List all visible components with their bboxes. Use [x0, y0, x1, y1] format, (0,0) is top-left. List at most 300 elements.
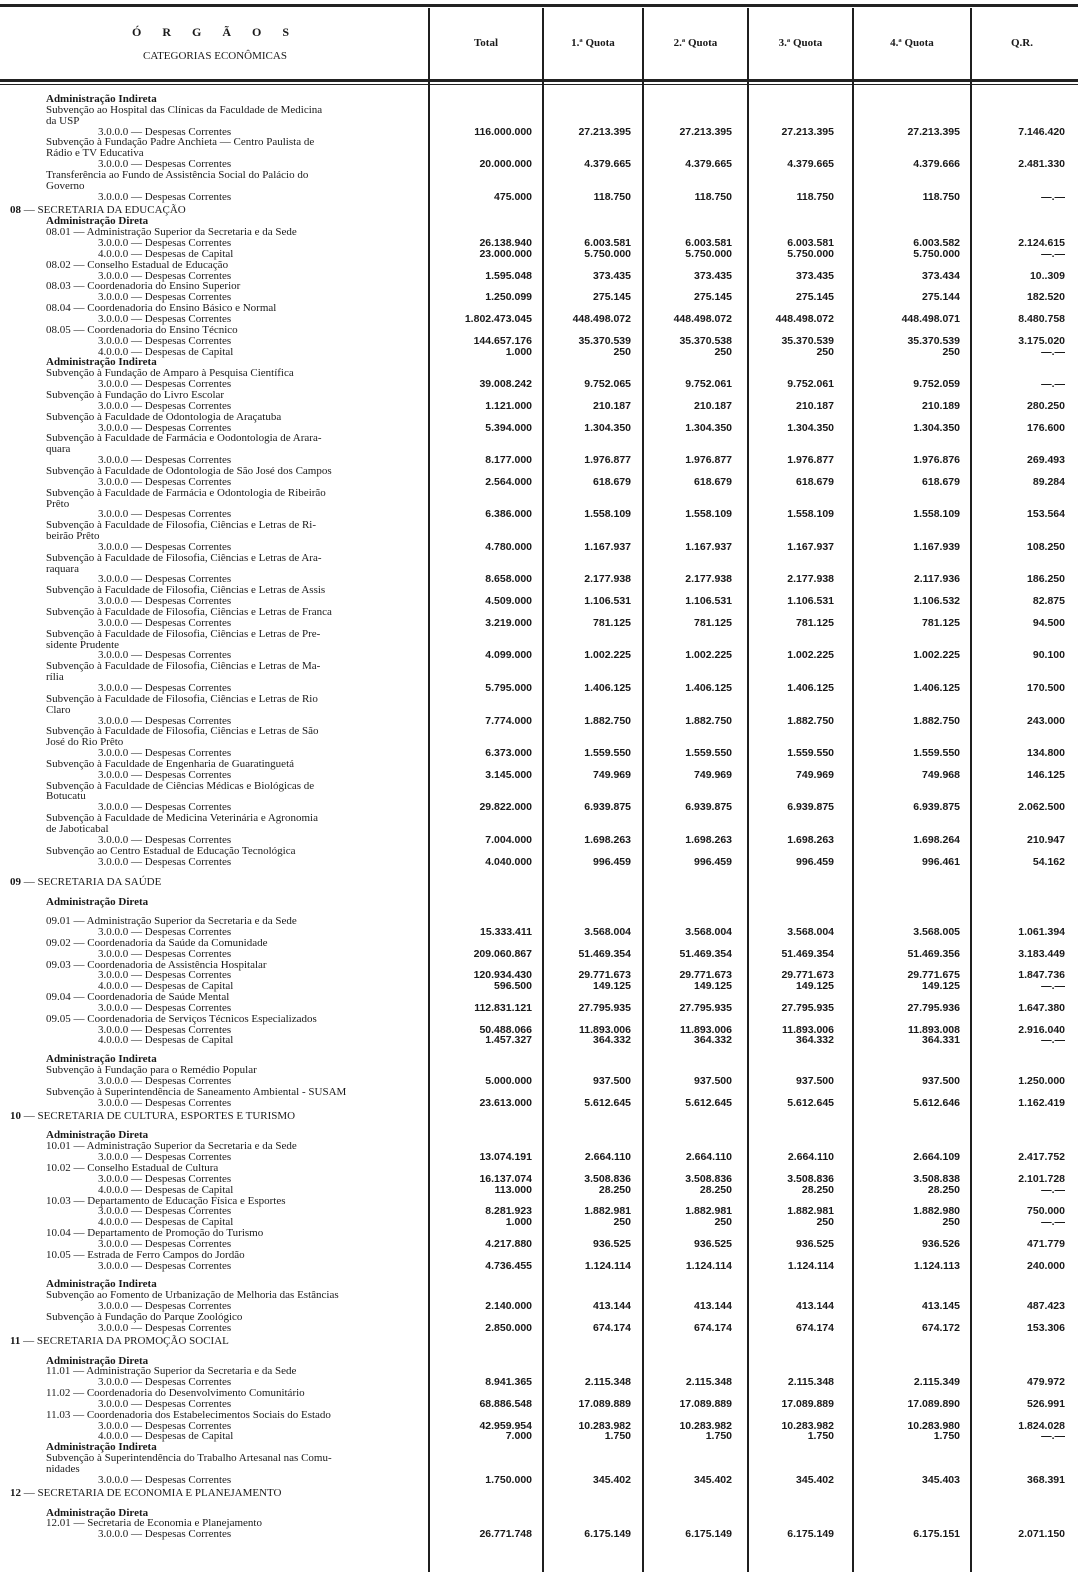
cell-qr: 1.647.380 — [1018, 1001, 1065, 1014]
expense-category-label: 4.0.0.0 — Despesas de Capital — [98, 248, 234, 260]
cell-qr: 146.125 — [1027, 768, 1065, 781]
cell-total: 7.000 — [505, 1430, 532, 1443]
table-row — [0, 1174, 1078, 1185]
cell-quota-4: 275.144 — [922, 291, 960, 304]
table-row — [0, 192, 1078, 203]
expense-category-cell — [98, 857, 428, 868]
cell-qr: 269.493 — [1027, 454, 1065, 467]
cell-quota-1: 1.882.750 — [584, 714, 631, 727]
expense-category-label: 4.0.0.0 — Despesas de Capital — [98, 346, 234, 358]
cell-qr: —.— — [1041, 1430, 1065, 1443]
cell-quota-4: 250 — [942, 345, 960, 358]
cell-quota-4: 5.750.000 — [913, 247, 960, 260]
expense-category-label: 4.0.0.0 — Despesas de Capital — [98, 1184, 234, 1196]
cell-qr: —.— — [1041, 1216, 1065, 1229]
expense-category-label: 3.0.0.0 — Despesas Correntes — [98, 682, 232, 694]
cell-qr: 2.481.330 — [1018, 158, 1065, 171]
cell-quota-1: 1.559.550 — [584, 747, 631, 759]
cell-quota-1: 250 — [613, 1216, 631, 1229]
cell-qr: 3.183.449 — [1018, 947, 1065, 960]
cell-quota-4: 2.117.936 — [913, 573, 960, 586]
cell-qr: —.— — [1041, 190, 1065, 203]
item-label-row — [0, 1290, 1078, 1301]
cell-total: 5.394.000 — [485, 421, 532, 434]
expense-category-label: 3.0.0.0 — Despesas Correntes — [98, 159, 232, 171]
cell-quota-2: 936.525 — [694, 1237, 732, 1250]
item-label: Subvenção à Fundação do Parque Zoológico — [46, 1310, 243, 1323]
table-row — [0, 347, 1078, 358]
item-label: Transferência ao Fundo de Assistência Social do Palácio do — [46, 168, 309, 181]
cell-quota-3: 6.175.149 — [787, 1528, 834, 1541]
item-label: Rádio e TV Educativa — [46, 147, 144, 160]
cell-quota-2: 6.939.875 — [685, 801, 732, 814]
cell-quota-3: 3.508.836 — [787, 1172, 834, 1185]
item-label: 10.05 — Estrada de Ferro Campos do Jordão — [46, 1248, 245, 1261]
cell-quota-1: 275.145 — [593, 291, 631, 304]
cell-quota-4: 937.500 — [922, 1075, 960, 1087]
cell-total: 3.219.000 — [485, 616, 532, 629]
cell-quota-4: 1.106.532 — [913, 595, 960, 608]
cell-quota-2: 210.187 — [694, 399, 732, 412]
cell-quota-2: 1.167.937 — [685, 540, 732, 553]
cell-quota-1: 1.882.981 — [584, 1205, 631, 1218]
cell-quota-3: 51.469.354 — [781, 947, 834, 960]
cell-quota-4: 1.558.109 — [913, 508, 960, 521]
cell-quota-3: 749.969 — [796, 768, 834, 781]
item-label-row — [0, 813, 1078, 824]
cell-total: 68.886.548 — [479, 1397, 532, 1410]
cell-quota-1: 17.089.889 — [578, 1397, 631, 1410]
item-label: 10.01 — Administração Superior da Secretaria e da Sede — [46, 1140, 297, 1153]
item-label: 09.03 — Coordenadoria de Assistência Hospitalar — [46, 958, 267, 971]
expense-category-cell — [98, 336, 428, 347]
item-label-row — [0, 1453, 1078, 1464]
cell-quota-4: 250 — [942, 1216, 960, 1229]
cell-total: 120.934.430 — [473, 969, 532, 982]
item-label: Subvenção à Faculdade de Odontologia de Araçatuba — [46, 410, 282, 423]
cell-quota-3: 996.459 — [796, 855, 834, 868]
cell-quota-1: 51.469.354 — [578, 947, 631, 960]
cell-quota-4: 6.939.875 — [913, 801, 960, 814]
cell-quota-1: 996.459 — [593, 855, 631, 868]
cell-quota-3: 2.115.348 — [787, 1376, 834, 1389]
cell-quota-2: 3.568.004 — [685, 925, 732, 938]
cell-total: 209.060.867 — [473, 947, 532, 960]
cell-quota-1: 364.332 — [593, 1034, 631, 1047]
expense-category-label: 3.0.0.0 — Despesas Correntes — [98, 476, 232, 488]
cell-total: 23.000.000 — [479, 247, 532, 260]
item-label-row — [0, 170, 1078, 181]
header-subtitle: CATEGORIAS ECONÔMICAS — [143, 49, 287, 62]
item-label: Subvenção à Faculdade de Ciências Médicas e Biológicas de — [46, 779, 315, 792]
item-label-row — [0, 433, 1078, 444]
table-row — [0, 857, 1078, 868]
cell-quota-4: 6.175.151 — [913, 1528, 960, 1541]
expense-category-label: 3.0.0.0 — Despesas Correntes — [98, 596, 232, 608]
cell-quota-3: 275.145 — [796, 291, 834, 304]
cell-quota-2: 29.771.673 — [679, 969, 732, 982]
section-number: 08 — [10, 203, 21, 216]
cell-quota-3: 937.500 — [796, 1075, 834, 1087]
expense-category-label: 3.0.0.0 — Despesas Correntes — [98, 400, 232, 412]
table-row — [0, 1261, 1078, 1272]
cell-quota-4: 345.403 — [922, 1473, 960, 1486]
cell-quota-1: 1.304.350 — [584, 421, 631, 434]
cell-quota-2: 3.508.836 — [685, 1172, 732, 1185]
cell-quota-3: 2.664.110 — [787, 1151, 834, 1164]
cell-quota-2: 28.250 — [699, 1183, 732, 1196]
expense-category-label: 3.0.0.0 — Despesas Correntes — [98, 1260, 232, 1272]
cell-total: 2.564.000 — [485, 475, 532, 488]
cell-quota-3: 1.406.125 — [787, 681, 834, 694]
cell-qr: 2.062.500 — [1018, 801, 1065, 814]
expense-category-label: 3.0.0.0 — Despesas Correntes — [98, 715, 232, 727]
cell-quota-3: 4.379.665 — [787, 158, 834, 171]
cell-quota-2: 1.304.350 — [685, 421, 732, 434]
expense-category-label: 3.0.0.0 — Despesas Correntes — [98, 422, 232, 434]
item-label-row — [0, 488, 1078, 499]
item-label: 09.05 — Coordenadoria de Serviços Técnicos Especializados — [46, 1012, 317, 1025]
cell-quota-2: 51.469.354 — [679, 947, 732, 960]
cell-quota-4: 2.115.349 — [913, 1376, 960, 1389]
cell-total: 1.000 — [505, 1216, 532, 1229]
item-label-row — [0, 520, 1078, 531]
cell-qr: 54.162 — [1032, 855, 1065, 868]
expense-category-label: 3.0.0.0 — Despesas Correntes — [98, 270, 232, 282]
cell-quota-3: 936.525 — [796, 1237, 834, 1250]
cell-total: 596.500 — [494, 980, 532, 993]
cell-qr: 1.061.394 — [1018, 925, 1065, 938]
cell-quota-1: 9.752.065 — [584, 378, 631, 391]
cell-qr: 526.991 — [1027, 1397, 1065, 1410]
item-label: 08.05 — Coordenadoria do Ensino Técnico — [46, 323, 238, 336]
cell-quota-2: 1.976.877 — [685, 454, 732, 467]
cell-quota-3: 1.558.109 — [787, 508, 834, 521]
cell-quota-2: 17.089.889 — [679, 1397, 732, 1410]
expense-category-label: 3.0.0.0 — Despesas Correntes — [98, 1301, 232, 1313]
cell-total: 15.333.411 — [480, 925, 532, 938]
header-orgaos — [0, 8, 430, 78]
cell-quota-4: 118.750 — [922, 190, 960, 203]
expense-category-label: 3.0.0.0 — Despesas Correntes — [98, 948, 232, 960]
cell-qr: 94.500 — [1032, 616, 1065, 629]
admin-title: Administração Direta — [46, 1129, 149, 1142]
admin-heading — [0, 897, 1078, 908]
expense-category-label: 3.0.0.0 — Despesas Correntes — [98, 1076, 232, 1087]
cell-quota-4: 1.002.225 — [913, 649, 960, 662]
cell-total: 26.138.940 — [479, 237, 532, 249]
cell-qr: 487.423 — [1027, 1300, 1065, 1313]
cell-quota-4: 749.968 — [922, 768, 960, 781]
item-label-row — [0, 607, 1078, 618]
cell-qr: 134.800 — [1027, 747, 1065, 759]
cell-quota-1: 35.370.539 — [578, 334, 631, 347]
expense-category-label: 3.0.0.0 — Despesas Correntes — [98, 1097, 232, 1109]
item-label-row — [0, 781, 1078, 792]
expense-category-cell — [98, 1529, 428, 1540]
item-label: Governo — [46, 179, 85, 192]
cell-qr: 3.175.020 — [1018, 334, 1065, 347]
cell-total: 13.074.191 — [479, 1151, 532, 1164]
cell-quota-1: 4.379.665 — [584, 158, 631, 171]
cell-total: 8.177.000 — [485, 454, 532, 467]
item-label: Claro — [46, 703, 71, 716]
admin-title: Administração Indireta — [46, 1441, 157, 1454]
cell-quota-3: 1.304.350 — [787, 421, 834, 434]
cell-qr: 153.306 — [1027, 1321, 1065, 1334]
item-label: Subvenção à Superintendência do Trabalho Artesanal nas Comu- — [46, 1452, 332, 1465]
expense-category-cell — [98, 1261, 428, 1272]
cell-qr: 10..309 — [1029, 269, 1065, 282]
cell-qr: —.— — [1041, 980, 1065, 993]
cell-quota-3: 27.213.395 — [781, 125, 834, 138]
section-title: 12 — SECRETARIA DE ECONOMIA E PLANEJAMENTO — [10, 1486, 282, 1499]
cell-quota-4: 1.559.550 — [913, 747, 960, 759]
item-label-row — [0, 1228, 1078, 1239]
cell-quota-4: 2.664.109 — [913, 1151, 960, 1164]
item-label: Subvenção à Faculdade de Filosofia, Ciências e Letras de Assis — [46, 584, 326, 597]
cell-quota-4: 373.434 — [922, 269, 960, 282]
cell-total: 6.373.000 — [485, 747, 532, 759]
cell-quota-1: 28.250 — [598, 1183, 631, 1196]
cell-quota-1: 5.612.645 — [584, 1096, 631, 1109]
section-heading — [0, 1111, 1078, 1122]
cell-quota-1: 1.002.225 — [584, 649, 631, 662]
cell-quota-2: 781.125 — [694, 616, 732, 629]
cell-total: 20.000.000 — [479, 158, 532, 171]
top-rule — [0, 4, 1078, 7]
section-number: 10 — [10, 1109, 21, 1122]
cell-quota-3: 674.174 — [796, 1321, 834, 1334]
item-label: 08.02 — Conselho Estadual de Educação — [46, 258, 229, 271]
cell-quota-3: 345.402 — [796, 1473, 834, 1486]
expense-category-label: 3.0.0.0 — Despesas Correntes — [98, 1238, 232, 1250]
cell-quota-2: 35.370.538 — [679, 334, 732, 347]
expense-category-cell — [98, 970, 428, 981]
cell-qr: 2.916.040 — [1018, 1023, 1065, 1036]
cell-quota-3: 364.332 — [796, 1034, 834, 1047]
item-label-row — [0, 553, 1078, 564]
cell-qr: 479.972 — [1027, 1376, 1065, 1389]
item-label-row — [0, 137, 1078, 148]
item-label-row — [0, 181, 1078, 192]
cell-quota-1: 6.003.581 — [584, 237, 631, 249]
cell-quota-2: 4.379.665 — [685, 158, 732, 171]
table-row — [0, 1185, 1078, 1196]
expense-category-label: 3.0.0.0 — Despesas Correntes — [98, 650, 232, 662]
cell-quota-2: 1.002.225 — [685, 649, 732, 662]
cell-quota-4: 3.568.005 — [913, 925, 960, 938]
item-label: beirão Prêto — [46, 530, 100, 542]
item-label-row — [0, 846, 1078, 857]
expense-category-label: 3.0.0.0 — Despesas Correntes — [98, 1420, 232, 1432]
item-label: Subvenção à Faculdade de Filosofia, Ciências e Letras de Ara- — [46, 551, 322, 564]
item-label-row — [0, 390, 1078, 401]
cell-qr: 750.000 — [1027, 1205, 1065, 1218]
item-label: da USP — [46, 114, 80, 127]
cell-quota-2: 996.459 — [694, 855, 732, 868]
cell-quota-1: 936.525 — [593, 1237, 631, 1250]
cell-qr: 210.947 — [1027, 833, 1065, 846]
cell-quota-1: 448.498.072 — [572, 313, 631, 325]
cell-total: 29.822.000 — [479, 801, 532, 814]
cell-total: 2.140.000 — [485, 1300, 532, 1313]
cell-quota-2: 1.559.550 — [685, 747, 732, 759]
expense-category-label: 3.0.0.0 — Despesas Correntes — [98, 1024, 232, 1036]
item-label-row — [0, 629, 1078, 640]
cell-total: 113.000 — [494, 1183, 532, 1196]
item-label: nidades — [46, 1463, 80, 1475]
section-title: 08 — SECRETARIA DA EDUCAÇÃO — [10, 203, 186, 216]
cell-quota-3: 618.679 — [796, 475, 834, 488]
item-label: Subvenção à Superintendência de Saneamento Ambiental - SUSAM — [46, 1085, 347, 1098]
cell-quota-3: 1.976.877 — [787, 454, 834, 467]
cell-quota-2: 618.679 — [694, 475, 732, 488]
cell-quota-4: 210.189 — [922, 399, 960, 412]
cell-quota-3: 250 — [816, 345, 834, 358]
cell-quota-2: 27.795.935 — [679, 1001, 732, 1014]
section-heading — [0, 1488, 1078, 1499]
item-label: Subvenção à Faculdade de Filosofia, Ciências e Letras de Ri- — [46, 519, 317, 532]
cell-quota-4: 27.213.395 — [907, 125, 960, 138]
cell-quota-4: 3.508.838 — [913, 1172, 960, 1185]
cell-quota-2: 413.144 — [694, 1300, 732, 1313]
cell-total: 3.145.000 — [485, 768, 532, 781]
cell-quota-4: 1.750 — [933, 1430, 960, 1443]
cell-total: 4.040.000 — [485, 855, 532, 868]
cell-quota-3: 6.939.875 — [787, 801, 834, 814]
cell-quota-4: 936.526 — [922, 1237, 960, 1250]
cell-quota-1: 749.969 — [593, 768, 631, 781]
cell-quota-1: 2.177.938 — [584, 573, 631, 586]
expense-category-label: 3.0.0.0 — Despesas Correntes — [98, 455, 232, 467]
cell-quota-2: 1.882.981 — [685, 1205, 732, 1218]
cell-quota-2: 250 — [714, 1216, 732, 1229]
cell-quota-1: 1.406.125 — [584, 681, 631, 694]
cell-quota-2: 364.332 — [694, 1034, 732, 1047]
cell-quota-3: 1.882.981 — [787, 1205, 834, 1218]
cell-quota-3: 1.002.225 — [787, 649, 834, 662]
cell-quota-1: 345.402 — [593, 1473, 631, 1486]
cell-quota-3: 250 — [816, 1216, 834, 1229]
item-label: de Jaboticabal — [46, 823, 109, 835]
expense-category-label: 3.0.0.0 — Despesas Correntes — [98, 1206, 232, 1218]
cell-quota-4: 1.976.876 — [913, 454, 960, 467]
cell-total: 4.736.455 — [485, 1259, 532, 1272]
cell-quota-2: 11.893.006 — [680, 1023, 732, 1036]
cell-quota-2: 1.558.109 — [685, 508, 732, 521]
cell-quota-3: 413.144 — [796, 1300, 834, 1313]
cell-qr: 90.100 — [1032, 649, 1065, 662]
cell-quota-3: 1.750 — [807, 1430, 834, 1443]
table-row — [0, 1035, 1078, 1046]
item-label: 09.04 — Coordenadoria de Saúde Mental — [46, 991, 230, 1003]
cell-quota-4: 996.461 — [922, 855, 960, 868]
item-label: Subvenção à Faculdade de Filosofia, Ciências e Letras de Rio — [46, 692, 318, 705]
item-label: 08.03 — Coordenadoria do Ensino Superior — [46, 280, 241, 293]
section-number: 12 — [10, 1486, 21, 1499]
item-label: rília — [46, 671, 64, 684]
cell-qr: 153.564 — [1027, 508, 1065, 521]
expense-category-label: 3.0.0.0 — Despesas Correntes — [98, 856, 232, 868]
cell-quota-1: 413.144 — [593, 1300, 631, 1313]
cell-total: 7.774.000 — [485, 714, 532, 727]
expense-category-cell — [98, 1035, 428, 1046]
expense-category-cell — [98, 1025, 428, 1036]
item-label: Subvenção à Fundação Padre Anchieta — Centro Paulista de — [46, 136, 315, 149]
cell-quota-4: 1.698.264 — [913, 833, 960, 846]
item-label: Subvenção à Faculdade de Filosofia, Ciências e Letras de Franca — [46, 606, 332, 618]
expense-category-cell — [98, 949, 428, 960]
cell-total: 5.795.000 — [485, 681, 532, 694]
cell-quota-3: 118.750 — [796, 190, 834, 203]
table-row — [0, 336, 1078, 347]
item-label: Botucatu — [46, 790, 86, 803]
item-label-row — [0, 260, 1078, 271]
cell-quota-4: 35.370.539 — [907, 334, 960, 347]
cell-quota-3: 5.612.645 — [787, 1096, 834, 1109]
cell-quota-3: 1.882.750 — [787, 714, 834, 727]
cell-quota-3: 1.698.263 — [787, 833, 834, 846]
item-label: Subvenção à Fundação de Amparo à Pesquisa Científica — [46, 367, 294, 380]
cell-quota-2: 1.406.125 — [685, 681, 732, 694]
cell-total: 16.137.074 — [479, 1172, 532, 1185]
cell-quota-3: 1.124.114 — [787, 1259, 834, 1272]
cell-quota-3: 1.106.531 — [787, 595, 834, 608]
cell-quota-2: 275.145 — [694, 291, 732, 304]
cell-quota-2: 250 — [714, 345, 732, 358]
item-label: Subvenção à Faculdade de Farmácia e Oodontologia de Arara- — [46, 432, 322, 445]
cell-quota-2: 9.752.061 — [685, 378, 732, 391]
table-row — [0, 970, 1078, 981]
cell-qr: 2.124.615 — [1018, 237, 1065, 249]
cell-qr: 170.500 — [1027, 681, 1065, 694]
cell-qr: 2.071.150 — [1018, 1528, 1065, 1541]
cell-quota-4: 10.283.980 — [907, 1419, 960, 1432]
cell-quota-3: 781.125 — [796, 616, 834, 629]
expense-category-label: 3.0.0.0 — Despesas Correntes — [98, 1322, 232, 1334]
admin-title: Administração Indireta — [46, 1053, 157, 1066]
cell-total: 1.750.000 — [485, 1473, 532, 1486]
cell-quota-4: 51.469.356 — [907, 947, 960, 960]
cell-qr: —.— — [1041, 1034, 1065, 1047]
header-bottom-rule — [0, 79, 1078, 82]
cell-qr: 89.284 — [1032, 475, 1065, 488]
item-label: Subvenção ao Fomento de Urbanização de Melhoria das Estâncias — [46, 1289, 339, 1302]
cell-quota-1: 1.750 — [604, 1430, 631, 1443]
cell-qr: 82.875 — [1032, 595, 1065, 608]
cell-quota-3: 28.250 — [801, 1183, 834, 1196]
item-label: Subvenção à Fundação para o Remédio Popular — [46, 1064, 257, 1077]
cell-qr: 280.250 — [1027, 399, 1065, 412]
cell-quota-4: 4.379.666 — [913, 158, 960, 171]
admin-title: Administração Direta — [46, 896, 149, 909]
expense-category-label: 3.0.0.0 — Despesas Correntes — [98, 126, 232, 138]
expense-category-label: 3.0.0.0 — Despesas Correntes — [98, 238, 232, 249]
cell-quota-4: 1.304.350 — [913, 421, 960, 434]
item-label-row — [0, 281, 1078, 292]
cell-quota-1: 6.939.875 — [584, 801, 631, 814]
cell-quota-3: 35.370.539 — [781, 334, 834, 347]
cell-quota-3: 149.125 — [796, 980, 834, 993]
cell-quota-4: 781.125 — [922, 616, 960, 629]
item-label: Subvenção à Faculdade de Filosofia, Ciências e Letras de Ma- — [46, 660, 321, 673]
table-row — [0, 1431, 1078, 1442]
expense-category-label: 3.0.0.0 — Despesas Correntes — [98, 379, 232, 391]
section-heading — [0, 205, 1078, 216]
cell-total: 4.099.000 — [485, 649, 532, 662]
expense-category-label: 3.0.0.0 — Despesas Correntes — [98, 970, 232, 982]
